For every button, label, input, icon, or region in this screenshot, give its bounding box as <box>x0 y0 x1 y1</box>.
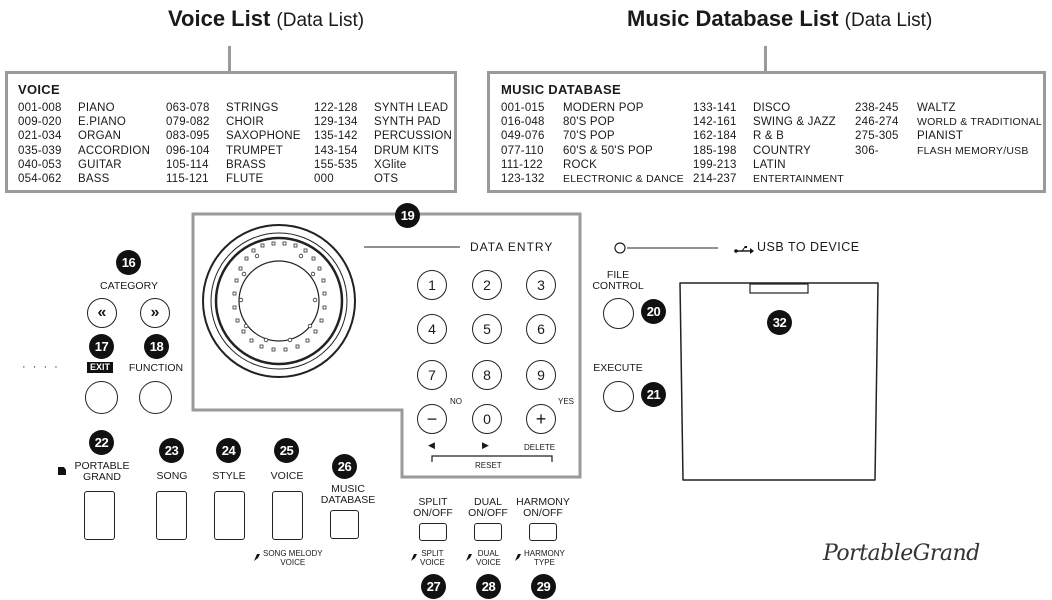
list-item: 111-122 ROCK <box>501 158 598 171</box>
list-item: 021-034 ORGAN <box>18 130 122 143</box>
category-label: CATEGORY <box>100 280 158 292</box>
list-item: 275-305 PIANIST <box>855 130 964 143</box>
dual-voice-label: DUAL VOICE <box>476 549 501 567</box>
keypad-plus-button[interactable]: + <box>526 404 556 434</box>
portable-grand-logo: PortableGrand <box>823 541 980 566</box>
no-label: NO <box>450 397 462 406</box>
callout-21: 21 <box>641 382 666 407</box>
voice-list-title: VOICE <box>18 82 60 97</box>
fast-forward-icon: » <box>150 304 160 321</box>
list-item: 162-184 R & B <box>693 130 785 143</box>
function-label: FUNCTION <box>128 362 184 374</box>
list-item: 122-128 SYNTH LEAD <box>314 102 449 114</box>
keypad-minus-button[interactable]: − <box>417 404 447 434</box>
keypad-8-button[interactable]: 8 <box>472 360 502 390</box>
keypad-4-button[interactable]: 4 <box>417 314 447 344</box>
usb-slot <box>750 284 808 293</box>
list-item: 001-015 MODERN POP <box>501 102 644 114</box>
data-entry-label: DATA ENTRY <box>470 240 554 254</box>
callout-16: 16 <box>116 250 141 275</box>
callout-29: 29 <box>531 574 556 599</box>
keypad-7-button[interactable]: 7 <box>417 360 447 390</box>
keypad-0-button[interactable]: 0 <box>472 404 502 434</box>
dotted-leader: · · · · <box>22 361 60 373</box>
voice-list-heading-main: Voice List <box>168 6 271 31</box>
list-item: 049-076 70'S POP <box>501 130 615 143</box>
song-melody-voice-label: SONG MELODY VOICE <box>263 549 323 567</box>
list-item: 035-039 ACCORDION <box>18 144 151 157</box>
usb-icon <box>734 243 754 253</box>
keypad-9-button[interactable]: 9 <box>526 360 556 390</box>
list-item: 135-142 PERCUSSION <box>314 130 453 143</box>
list-item: 001-008 PIANO <box>18 102 115 114</box>
list-item: 040-053 GUITAR <box>18 158 122 171</box>
yes-label: YES <box>558 397 575 406</box>
music-list-title: MUSIC DATABASE <box>501 82 621 97</box>
music-database-label: MUSIC DATABASE <box>320 483 376 506</box>
callout-27: 27 <box>421 574 446 599</box>
style-label: STYLE <box>212 470 246 482</box>
cursor-left-icon: ◀ <box>428 440 435 450</box>
data-dial[interactable] <box>200 222 358 380</box>
voice-list-heading-sub: (Data List) <box>276 10 365 31</box>
list-item: 238-245 WALTZ <box>855 102 956 114</box>
list-item: 246-274 WORLD & TRADITIONAL <box>855 116 1042 129</box>
portable-grand-label: PORTABLE GRAND <box>74 460 130 483</box>
grand-piano-icon <box>58 463 66 473</box>
execute-button[interactable] <box>603 381 634 412</box>
style-button[interactable] <box>214 491 245 540</box>
rewind-icon: « <box>97 304 107 321</box>
list-item: 142-161 SWING & JAZZ <box>693 116 836 129</box>
list-item: 129-134 SYNTH PAD <box>314 116 441 129</box>
keypad-2-button[interactable]: 2 <box>472 270 502 300</box>
list-item: 199-213 LATIN <box>693 158 786 171</box>
list-item: 063-078 STRINGS <box>166 102 279 114</box>
list-item: 077-110 60'S & 50'S POP <box>501 144 653 157</box>
music-list-heading-sub: (Data List) <box>844 10 933 31</box>
keypad-1-button[interactable]: 1 <box>417 270 447 300</box>
callout-23: 23 <box>159 438 184 463</box>
dual-on-off-button[interactable] <box>474 523 502 541</box>
callout-24: 24 <box>216 438 241 463</box>
callout-17: 17 <box>89 334 114 359</box>
list-item: 000 OTS <box>314 173 399 186</box>
split-voice-note-icon <box>410 549 418 567</box>
delete-label: DELETE <box>524 443 556 452</box>
callout-32: 32 <box>767 310 792 335</box>
file-control-label: FILE CONTROL <box>592 269 644 292</box>
song-label: SONG <box>156 470 188 482</box>
list-item: 143-154 DRUM KITS <box>314 144 440 157</box>
list-item: 185-198 COUNTRY <box>693 144 812 157</box>
exit-label: EXIT <box>87 362 113 373</box>
usb-to-device-label: USB TO DEVICE <box>757 240 860 254</box>
function-button[interactable] <box>139 381 172 414</box>
callout-22: 22 <box>89 430 114 455</box>
list-item: 096-104 TRUMPET <box>166 144 283 157</box>
harmony-on-off-label: HARMONY ON/OFF <box>516 496 570 519</box>
list-item: 214-237 ENTERTAINMENT <box>693 173 844 186</box>
list-item: 054-062 BASS <box>18 173 110 186</box>
keypad-6-button[interactable]: 6 <box>526 314 556 344</box>
list-item: 016-048 80'S POP <box>501 116 615 129</box>
list-item: 123-132 ELECTRONIC & DANCE <box>501 173 684 186</box>
split-on-off-label: SPLIT ON/OFF <box>413 496 453 519</box>
split-voice-label: SPLIT VOICE <box>420 549 445 567</box>
list-item: 079-082 CHOIR <box>166 116 265 129</box>
melody-note-icon <box>253 549 261 558</box>
harmony-on-off-button[interactable] <box>529 523 557 541</box>
list-item: 009-020 E.PIANO <box>18 116 127 129</box>
execute-label: EXECUTE <box>593 362 643 374</box>
keypad-5-button[interactable]: 5 <box>472 314 502 344</box>
harmony-type-note-icon <box>514 549 522 567</box>
song-button[interactable] <box>156 491 187 540</box>
portable-grand-button[interactable] <box>84 491 115 540</box>
callout-25: 25 <box>274 438 299 463</box>
exit-button[interactable] <box>85 381 118 414</box>
music-database-button[interactable] <box>330 510 359 539</box>
dual-on-off-label: DUAL ON/OFF <box>468 496 508 519</box>
keypad-3-button[interactable]: 3 <box>526 270 556 300</box>
category-next-button[interactable] <box>140 298 170 328</box>
music-list-heading-main: Music Database List <box>627 6 839 31</box>
harmony-type-label: HARMONY TYPE <box>524 549 565 567</box>
dual-voice-note-icon <box>465 549 473 567</box>
voice-label: VOICE <box>270 470 304 482</box>
voice-button[interactable] <box>272 491 303 540</box>
category-previous-button[interactable] <box>87 298 117 328</box>
split-on-off-button[interactable] <box>419 523 447 541</box>
list-item: 105-114 BRASS <box>166 158 266 171</box>
callout-18: 18 <box>144 334 169 359</box>
file-control-button[interactable] <box>603 298 634 329</box>
cursor-right-icon: ▶ <box>482 440 489 450</box>
callout-20: 20 <box>641 299 666 324</box>
list-item: 083-095 SAXOPHONE <box>166 130 301 143</box>
list-item: 115-121 FLUTE <box>166 173 264 186</box>
callout-19: 19 <box>395 203 420 228</box>
reset-label: RESET <box>475 461 502 470</box>
list-item: 155-535 XGlite <box>314 158 407 171</box>
callout-28: 28 <box>476 574 501 599</box>
callout-26: 26 <box>332 454 357 479</box>
list-item: 133-141 DISCO <box>693 102 791 114</box>
list-item: 306- FLASH MEMORY/USB <box>855 144 1029 157</box>
